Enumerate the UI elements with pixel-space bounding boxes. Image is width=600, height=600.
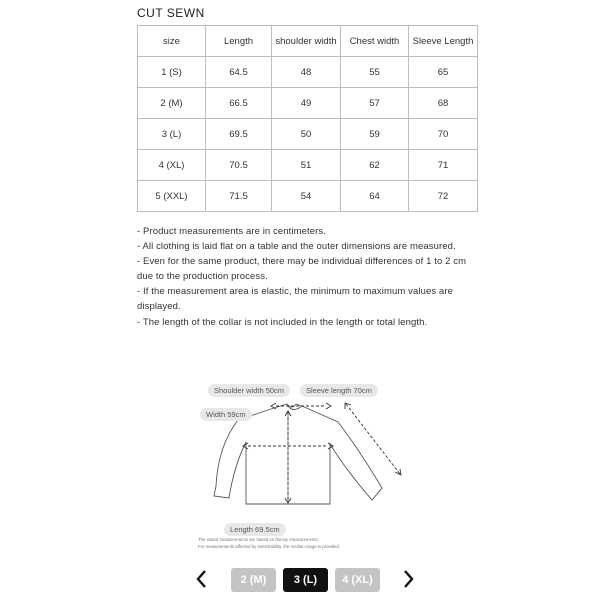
measurement-notes: [137, 224, 482, 330]
section-title: CUT SEWN: [137, 6, 205, 20]
note-item: - Even for the same product, there may be individual differences of 1 to 2 cm due to the production process.: [137, 256, 467, 283]
table-cell: 2 (M): [138, 88, 206, 119]
garment-diagram: [190, 376, 420, 556]
note-item: - All clothing is laid flat on a table and the outer dimensions are measured.: [137, 241, 456, 253]
table-cell: 71: [409, 150, 478, 181]
table-cell: 1 (S): [138, 57, 206, 88]
table-row: [138, 150, 478, 181]
table-cell: 57: [341, 88, 409, 119]
fine-print: The stated measurements are based on flat-lay measurements.: [198, 537, 319, 542]
table-cell: 48: [272, 57, 341, 88]
table-cell: 62: [341, 150, 409, 181]
table-cell: 71.5: [206, 181, 272, 212]
table-cell: 70: [409, 119, 478, 150]
table-cell: 59: [341, 119, 409, 150]
table-cell: 3 (L): [138, 119, 206, 150]
size-tab-l[interactable]: 3 (L): [283, 568, 328, 592]
table-cell: 55: [341, 57, 409, 88]
note-item: - The length of the collar is not included in the length or total length.: [137, 316, 428, 328]
col-header-size: size: [138, 26, 206, 57]
col-header-sleeve: Sleeve Length: [409, 26, 478, 57]
table-row: [138, 119, 478, 150]
table-cell: 64: [341, 181, 409, 212]
col-header-shoulder: shoulder width: [272, 26, 341, 57]
col-header-length: Length: [206, 26, 272, 57]
note-item: - If the measurement area is elastic, the minimum to maximum values are displayed.: [137, 286, 453, 313]
size-table: [137, 25, 478, 212]
width-label: Width 59cm: [200, 408, 252, 421]
table-cell: 50: [272, 119, 341, 150]
table-cell: 65: [409, 57, 478, 88]
table-row: [138, 88, 478, 119]
sleeve-measure-line: [346, 404, 400, 474]
table-cell: 66.5: [206, 88, 272, 119]
arrowhead: [326, 403, 331, 409]
length-label: Length 69.5cm: [224, 523, 286, 536]
table-header-row: [138, 26, 478, 57]
table-row: [138, 57, 478, 88]
fine-print: For measurements affected by stretchability, the median range is provided.: [198, 544, 340, 549]
size-tab-m[interactable]: 2 (M): [231, 568, 276, 592]
table-cell: 70.5: [206, 150, 272, 181]
table-cell: 72: [409, 181, 478, 212]
size-pager: [0, 566, 600, 594]
table-cell: 68: [409, 88, 478, 119]
table-cell: 69.5: [206, 119, 272, 150]
col-header-chest: Chest width: [341, 26, 409, 57]
chevron-left-icon[interactable]: [194, 568, 210, 590]
table-cell: 51: [272, 150, 341, 181]
table-cell: 4 (XL): [138, 150, 206, 181]
chevron-right-icon[interactable]: [400, 568, 416, 590]
shoulder-width-label: Shoulder width 50cm: [208, 384, 290, 397]
table-cell: 49: [272, 88, 341, 119]
table-cell: 54: [272, 181, 341, 212]
size-tab-xl[interactable]: 4 (XL): [335, 568, 380, 592]
sleeve-length-label: Sleeve length 70cm: [300, 384, 378, 397]
note-item: - Product measurements are in centimeters.: [137, 226, 326, 237]
table-cell: 5 (XXL): [138, 181, 206, 212]
table-row: [138, 181, 478, 212]
table-cell: 64.5: [206, 57, 272, 88]
